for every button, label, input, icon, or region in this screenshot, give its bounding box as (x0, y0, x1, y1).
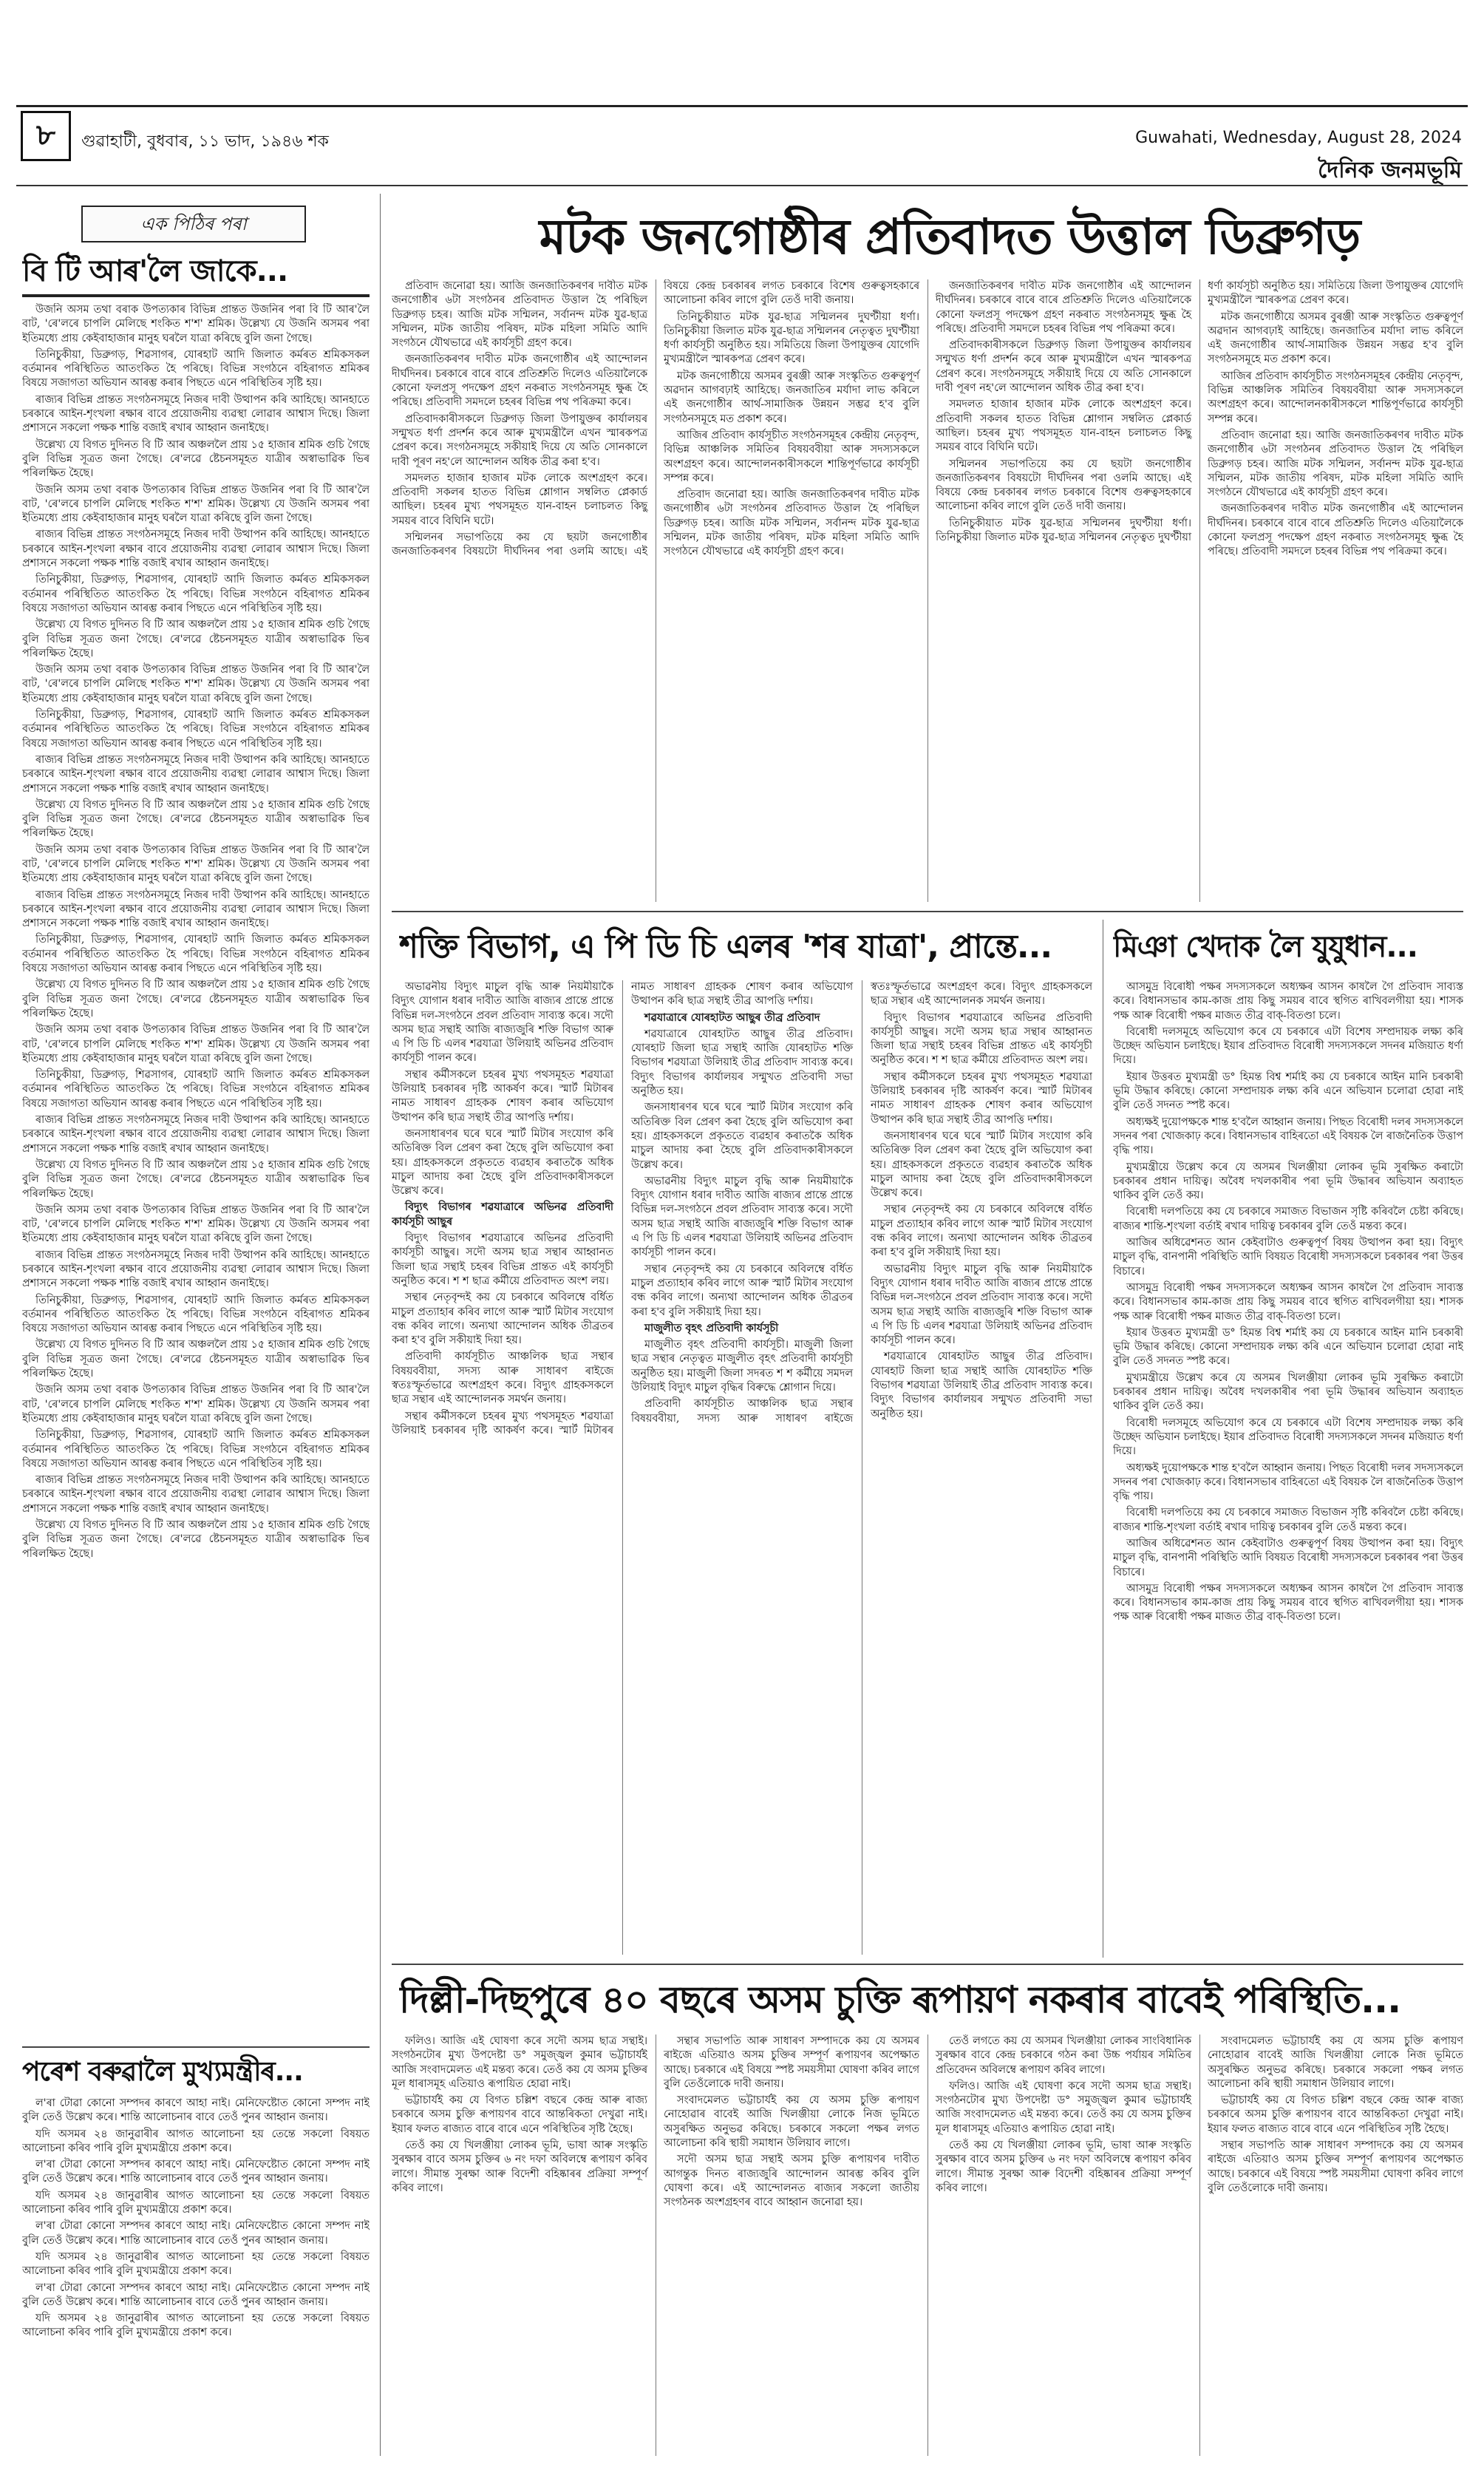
bottom-paragraph: সংবাদমেলত ভট্টাচাৰ্যই কয় যে অসম চুক্তি ৰূপায়ণ নোহোৱাৰ বাবেই আজি খিলঞ্জীয়া লোকে নিজ ভূমিতে অসুৰক্ষিত অনুভৱ কৰিছে। চৰকাৰে সকলো পক্ষৰ লগত আলোচনা কৰি স্থায়ী সমাধান উলিয়াব লাগে। (664, 2094, 919, 2150)
left-story1-paragraph: ৰাজ্যৰ বিভিন্ন প্ৰান্তত সংগঠনসমূহে নিজৰ দাবী উত্থাপন কৰি আহিছে। আনহাতে চৰকাৰে আইন-শৃংখলা ৰক্ষাৰ বাবে প্ৰয়োজনীয় ব্যৱস্থা লোৱাৰ আশ্বাস দিছে। জিলা প্ৰশাসনে সকলো পক্ষক শান্তি বজাই ৰখাৰ আহ্বান জনাইছে। (22, 1249, 370, 1290)
main-top-body (392, 279, 1463, 902)
left-story1-paragraph: ৰাজ্যৰ বিভিন্ন প্ৰান্তত সংগঠনসমূহে নিজৰ দাবী উত্থাপন কৰি আহিছে। আনহাতে চৰকাৰে আইন-শৃংখলা ৰক্ষাৰ বাবে প্ৰয়োজনীয় ব্যৱস্থা লোৱাৰ আশ্বাস দিছে। জিলা প্ৰশাসনে সকলো পক্ষক শান্তি বজাই ৰখাৰ আহ্বান জনাইছে। (22, 753, 370, 795)
main-top-headline: মটক জনগোষ্ঠীৰ প্ৰতিবাদত উত্তাল ডিব্ৰুগড় (539, 208, 1361, 265)
header-bottom-rule (16, 185, 1468, 186)
page-number: ৮ (21, 111, 71, 161)
left-story1-paragraph: তিনিচুকীয়া, ডিব্ৰুগড়, শিৱসাগৰ, যোৰহাট আদি জিলাত কৰ্মৰত শ্ৰমিকসকল বৰ্তমানৰ পৰিস্থিতিত আতংকিত হৈ পৰিছে। বিভিন্ন সংগঠনে বহিৰাগত শ্ৰমিকৰ বিষয়ে সজাগতা অভিযান আৰম্ভ কৰাৰ পিছতে এনে পৰিস্থিতিৰ সৃষ্টি হয়। (22, 1294, 370, 1335)
mid-left-paragraph: বিদ্যুৎ বিভাগৰ শৱযাত্ৰাৰে অভিনৱ প্ৰতিবাদী কাৰ্যসূচী আছুৰ। সদৌ অসম ছাত্ৰ সন্থাৰ আহ্বানত জিলা ছাত্ৰ সন্থাই চহৰৰ বিভিন্ন প্ৰান্তত এই কাৰ্যসূচী অনুষ্ঠিত কৰে। শ শ ছাত্ৰ কৰ্মীয়ে প্ৰতিবাদত অংশ লয়। (871, 1011, 1092, 1067)
main-top-paragraph: মটক জনগোষ্ঠীয়ে অসমৰ বুৰঞ্জী আৰু সংস্কৃতিত গুৰুত্বপূৰ্ণ অৱদান আগবঢ়াই আহিছে। জনজাতিৰ মৰ্যাদা লাভ কৰিলে এই জনগোষ্ঠীৰ আৰ্থ-সামাজিক উন্নয়ন সম্ভৱ হ'ব বুলি সংগঠনসমূহে মত প্ৰকাশ কৰে। (1208, 311, 1463, 366)
main-top-paragraph: প্ৰতিবাদকাৰীসকলে ডিব্ৰুগড় জিলা উপায়ুক্তৰ কাৰ্যালয়ৰ সন্মুখত ধৰ্ণা প্ৰদৰ্শন কৰে আৰু মুখ্যমন্ত্ৰীলৈ এখন স্মাৰকপত্ৰ প্ৰেৰণ কৰে। সংগঠনসমূহে সকীয়াই দিয়ে যে অতি সোনকালে দাবী পূৰণ নহ'লে আন্দোলন অধিক তীব্ৰ কৰা হ'ব। (936, 339, 1191, 395)
left-story2-body (22, 2097, 370, 2451)
left-story1-body (22, 303, 370, 2037)
mid-right-paragraph: মুখ্যমন্ত্ৰীয়ে উল্লেখ কৰে যে অসমৰ খিলঞ্জীয়া লোকৰ ভূমি সুৰক্ষিত কৰাটো চৰকাৰৰ প্ৰধান দায়িত্ব। অবৈধ দখলকাৰীৰ পৰা ভূমি উদ্ধাৰৰ অভিযান অব্যাহত থাকিব বুলি তেওঁ কয়। (1113, 1371, 1463, 1413)
left-column-divider (380, 194, 381, 2456)
continued-tag: এক পিঠিৰ পৰা (81, 206, 306, 242)
left-story1-paragraph: তিনিচুকীয়া, ডিব্ৰুগড়, শিৱসাগৰ, যোৰহাট আদি জিলাত কৰ্মৰত শ্ৰমিকসকল বৰ্তমানৰ পৰিস্থিতিত আতংকিত হৈ পৰিছে। বিভিন্ন সংগঠনে বহিৰাগত শ্ৰমিকৰ বিষয়ে সজাগতা অভিযান আৰম্ভ কৰাৰ পিছতে এনে পৰিস্থিতিৰ সৃষ্টি হয়। (22, 574, 370, 614)
mid-right-paragraph: বিৰোধী দলসমূহে অভিযোগ কৰে যে চৰকাৰে এটা বিশেষ সম্প্ৰদায়ক লক্ষ্য কৰি উচ্ছেদ অভিযান চলাইছে। ইয়াৰ প্ৰতিবাদত বিৰোধী সদস্যসকলে সদনৰ মজিয়াত ধৰ্ণা দিয়ে। (1113, 1416, 1463, 1458)
mid-left-paragraph: সন্থাৰ নেতৃবৃন্দই কয় যে চৰকাৰে অবিলম্বে বৰ্ধিত মাচুল প্ৰত্যাহাৰ কৰিব লাগে আৰু স্মাৰ্ট মিটাৰ সংযোগ বন্ধ কৰিব লাগে। অন্যথা আন্দোলন অধিক তীব্ৰতৰ কৰা হ'ব বুলি সকীয়াই দিয়া হয়। (392, 1292, 613, 1347)
mid-left-paragraph: অভাৱনীয় বিদ্যুৎ মাচুল বৃদ্ধি আৰু নিয়মীয়াকৈ বিদ্যুৎ যোগান ধৰাৰ দাবীত আজি ৰাজ্যৰ প্ৰান্তে প্ৰান্তে বিভিন্ন দল-সংগঠনে প্ৰবল প্ৰতিবাদ সাব্যস্ত কৰে। সদৌ অসম ছাত্ৰ সন্থাই আজি ৰাজ্যজুৰি শক্তি বিভাগ আৰু এ পি ডি চি এলৰ শৱযাত্ৰা উলিয়াই অভিনৱ প্ৰতিবাদ কাৰ্যসূচী পালন কৰে। (392, 981, 613, 1065)
mid-right-paragraph: ইয়াৰ উত্তৰত মুখ্যমন্ত্ৰী ড° হিমন্ত বিশ্ব শৰ্মাই কয় যে চৰকাৰে আইন মানি চৰকাৰী ভূমি উদ্ধাৰ কৰিছে। কোনো সম্প্ৰদায়ক লক্ষ্য কৰি এনে অভিযান চলোৱা হোৱা নাই বুলি তেওঁ সদনত স্পষ্ট কৰে। (1113, 1326, 1463, 1368)
left-story1-paragraph: উজনি অসম তথা বৰাক উপত্যকাৰ বিভিন্ন প্ৰান্তত উজনিৰ পৰা বি টি আৰ'লৈ বাট, 'ৰে'লৰে চাপলি মেলিছে শংকিত শ'শ' শ্ৰমিক। উল্লেখ্য যে উজনি অসমৰ পৰা ইতিমধ্যে প্ৰায় কেইবাহাজাৰ মানুহ ঘৰলৈ যাত্ৰা কৰিছে বুলি জনা গৈছে। (22, 483, 370, 525)
mid-left-paragraph: বিদ্যুৎ বিভাগৰ শৱযাত্ৰাৰে অভিনৱ প্ৰতিবাদী কাৰ্যসূচী আছুৰ। সদৌ অসম ছাত্ৰ সন্থাৰ আহ্বানত জিলা ছাত্ৰ সন্থাই চহৰৰ বিভিন্ন প্ৰান্তত এই কাৰ্যসূচী অনুষ্ঠিত কৰে। শ শ ছাত্ৰ কৰ্মীয়ে প্ৰতিবাদত অংশ লয়। (392, 1232, 613, 1287)
left-story2-paragraph: যদি অসমৰ ২৪ জানুৱাৰীৰ আগত আলোচনা হয় তেন্তে সকলো বিষয়ত আলোচনা কৰিব পাৰি বুলি মুখ্যমন্ত্ৰীয়ে প্ৰকাশ কৰে। (22, 2189, 370, 2216)
mid-left-paragraph: অভাৱনীয় বিদ্যুৎ মাচুল বৃদ্ধি আৰু নিয়মীয়াকৈ বিদ্যুৎ যোগান ধৰাৰ দাবীত আজি ৰাজ্যৰ প্ৰান্তে প্ৰান্তে বিভিন্ন দল-সংগঠনে প্ৰবল প্ৰতিবাদ সাব্যস্ত কৰে। সদৌ অসম ছাত্ৰ সন্থাই আজি ৰাজ্যজুৰি শক্তি বিভাগ আৰু এ পি ডি চি এলৰ শৱযাত্ৰা উলিয়াই অভিনৱ প্ৰতিবাদ কাৰ্যসূচী পালন কৰে। (871, 1263, 1092, 1347)
left-story1-paragraph: তিনিচুকীয়া, ডিব্ৰুগড়, শিৱসাগৰ, যোৰহাট আদি জিলাত কৰ্মৰত শ্ৰমিকসকল বৰ্তমানৰ পৰিস্থিতিত আতংকিত হৈ পৰিছে। বিভিন্ন সংগঠনে বহিৰাগত শ্ৰমিকৰ বিষয়ে সজাগতা অভিযান আৰম্ভ কৰাৰ পিছতে এনে পৰিস্থিতিৰ সৃষ্টি হয়। (22, 934, 370, 975)
bottom-paragraph: সন্থাৰ সভাপতি আৰু সাধাৰণ সম্পাদকে কয় যে অসমৰ ৰাইজে এতিয়াও অসম চুক্তিৰ সম্পূৰ্ণ ৰূপায়ণৰ অপেক্ষাত আছে। চৰকাৰে এই বিষয়ে স্পষ্ট সময়সীমা ঘোষণা কৰিব লাগে বুলি তেওঁলোকে দাবী জনায়। (1208, 2139, 1463, 2194)
mid-left-paragraph: প্ৰতিবাদী কাৰ্যসূচীত আঞ্চলিক ছাত্ৰ সন্থাৰ বিষয়ববীয়া, সদস্য আৰু সাধাৰণ ৰাইজে স্বতঃস্ফূৰ্তভাৱে অংশগ্ৰহণ কৰে। বিদ্যুৎ গ্ৰাহকসকলে ছাত্ৰ সন্থাৰ এই আন্দোলনক সমৰ্থন জনায়। (631, 981, 1092, 1425)
mid-left-paragraph: শৱযাত্ৰাৰে যোৰহাটত আছুৰ তীব্ৰ প্ৰতিবাদ। যোৰহাট জিলা ছাত্ৰ সন্থাই আজি যোৰহাটত শক্তি বিভাগৰ শৱযাত্ৰা উলিয়াই তীব্ৰ প্ৰতিবাদ সাব্যস্ত কৰে। বিদ্যুৎ বিভাগৰ কাৰ্যালয়ৰ সন্মুখত প্ৰতিবাদী সভা অনুষ্ঠিত হয়। (631, 1028, 853, 1098)
bottom-paragraph: তেওঁ কয় যে খিলঞ্জীয়া লোকৰ ভূমি, ভাষা আৰু সংস্কৃতি সুৰক্ষাৰ বাবে অসম চুক্তিৰ ৬ নং দফা অবিলম্বে ৰূপায়ণ কৰিব লাগে। সীমান্ত সুৰক্ষা আৰু বিদেশী বহিষ্কাৰৰ প্ৰক্ৰিয়া সম্পূৰ্ণ কৰিব লাগে। (936, 2139, 1191, 2194)
left-story1-paragraph: উল্লেখ্য যে বিগত দুদিনত বি টি আৰ অঞ্চললৈ প্ৰায় ১৫ হাজাৰ শ্ৰমিক গুচি গৈছে বুলি বিভিন্ন সূত্ৰত জনা গৈছে। ৰে'লৱে ষ্টেচনসমূহত যাত্ৰীৰ অস্বাভাৱিক ভিৰ পৰিলক্ষিত হৈছে। (22, 1519, 370, 1560)
bottom-paragraph: সংবাদমেলত ভট্টাচাৰ্যই কয় যে অসম চুক্তি ৰূপায়ণ নোহোৱাৰ বাবেই আজি খিলঞ্জীয়া লোকে নিজ ভূমিতে অসুৰক্ষিত অনুভৱ কৰিছে। চৰকাৰে সকলো পক্ষৰ লগত আলোচনা কৰি স্থায়ী সমাধান উলিয়াব লাগে। (1208, 2035, 1463, 2090)
left-story1-paragraph: তিনিচুকীয়া, ডিব্ৰুগড়, শিৱসাগৰ, যোৰহাট আদি জিলাত কৰ্মৰত শ্ৰমিকসকল বৰ্তমানৰ পৰিস্থিতিত আতংকিত হৈ পৰিছে। বিভিন্ন সংগঠনে বহিৰাগত শ্ৰমিকৰ বিষয়ে সজাগতা অভিযান আৰম্ভ কৰাৰ পিছতে এনে পৰিস্থিতিৰ সৃষ্টি হয়। (22, 709, 370, 750)
left-story2-paragraph: যদি অসমৰ ২৪ জানুৱাৰীৰ আগত আলোচনা হয় তেন্তে সকলো বিষয়ত আলোচনা কৰিব পাৰি বুলি মুখ্যমন্ত্ৰীয়ে প্ৰকাশ কৰে। (22, 2250, 370, 2278)
main-top-paragraph: জনজাতিকৰণৰ দাবীত মটক জনগোষ্ঠীৰ এই আন্দোলন দীৰ্ঘদিনৰ। চৰকাৰে বাৰে বাৰে প্ৰতিশ্ৰুতি দিলেও এতিয়ালৈকে কোনো ফলপ্ৰসূ পদক্ষেপ গ্ৰহণ নকৰাত সংগঠনসমূহ ক্ষুব্ধ হৈ পৰিছে। প্ৰতিবাদী সমদলে চহৰৰ বিভিন্ন পথ পৰিক্ৰমা কৰে। (1208, 503, 1463, 558)
main-top-paragraph: প্ৰতিবাদ জনোৱা হয়। আজি জনজাতিকৰণৰ দাবীত মটক জনগোষ্ঠীৰ ৬টা সংগঠনৰ প্ৰতিবাদত উত্তাল হৈ পৰিছিল ডিব্ৰুগড় চহৰ। আজি মটক সন্মিলন, সৰ্বানন্দ মটক যুৱ-ছাত্ৰ সন্মিলন, মটক জাতীয় পৰিষদ, মটক মহিলা সমিতি আদি সংগঠনে যৌথভাৱে এই কাৰ্যসূচী গ্ৰহণ কৰে। (664, 489, 919, 558)
left-story1-paragraph: ৰাজ্যৰ বিভিন্ন প্ৰান্তত সংগঠনসমূহে নিজৰ দাবী উত্থাপন কৰি আহিছে। আনহাতে চৰকাৰে আইন-শৃংখলা ৰক্ষাৰ বাবে প্ৰয়োজনীয় ব্যৱস্থা লোৱাৰ আশ্বাস দিছে। জিলা প্ৰশাসনে সকলো পক্ষক শান্তি বজাই ৰখাৰ আহ্বান জনাইছে। (22, 1474, 370, 1515)
mid-left-paragraph: সন্থাৰ কৰ্মীসকলে চহৰৰ মুখ্য পথসমূহত শৱযাত্ৰা উলিয়াই চৰকাৰৰ দৃষ্টি আকৰ্ষণ কৰে। স্মাৰ্ট মিটাৰৰ নামত সাধাৰণ গ্ৰাহকক শোষণ কৰাৰ অভিযোগ উত্থাপন কৰি ছাত্ৰ সন্থাই তীব্ৰ আপত্তি দৰ্শায়। (871, 1070, 1092, 1126)
mid-right-paragraph: বিৰোধী দলসমূহে অভিযোগ কৰে যে চৰকাৰে এটা বিশেষ সম্প্ৰদায়ক লক্ষ্য কৰি উচ্ছেদ অভিযান চলাইছে। ইয়াৰ প্ৰতিবাদত বিৰোধী সদস্যসকলে সদনৰ মজিয়াত ধৰ্ণা দিয়ে। (1113, 1025, 1463, 1067)
mid-left-paragraph: সন্থাৰ কৰ্মীসকলে চহৰৰ মুখ্য পথসমূহত শৱযাত্ৰা উলিয়াই চৰকাৰৰ দৃষ্টি আকৰ্ষণ কৰে। স্মাৰ্ট মিটাৰৰ নামত সাধাৰণ গ্ৰাহকক শোষণ কৰাৰ অভিযোগ উত্থাপন কৰি ছাত্ৰ সন্থাই তীব্ৰ আপত্তি দৰ্শায়। (392, 981, 853, 1436)
date-right: Guwahati, Wednesday, August 28, 2024 (1135, 129, 1462, 147)
date-left: গুৱাহাটী, বুধবাৰ, ১১ ভাদ, ১৯৪৬ শক (81, 132, 329, 151)
left-story1-headline: বি টি আৰ'লৈ জাকে... (22, 254, 288, 288)
left-story1-paragraph: উজনি অসম তথা বৰাক উপত্যকাৰ বিভিন্ন প্ৰান্তত উজনিৰ পৰা বি টি আৰ'লৈ বাট, 'ৰে'লৰে চাপলি মেলিছে শংকিত শ'শ' শ্ৰমিক। উল্লেখ্য যে উজনি অসমৰ পৰা ইতিমধ্যে প্ৰায় কেইবাহাজাৰ মানুহ ঘৰলৈ যাত্ৰা কৰিছে বুলি জনা গৈছে। (22, 1204, 370, 1245)
mid-right-paragraph: ইয়াৰ উত্তৰত মুখ্যমন্ত্ৰী ড° হিমন্ত বিশ্ব শৰ্মাই কয় যে চৰকাৰে আইন মানি চৰকাৰী ভূমি উদ্ধাৰ কৰিছে। কোনো সম্প্ৰদায়ক লক্ষ্য কৰি এনে অভিযান চলোৱা হোৱা নাই বুলি তেওঁ সদনত স্পষ্ট কৰে। (1113, 1070, 1463, 1112)
mid-right-paragraph: অধ্যক্ষই দুয়োপক্ষকে শান্ত হ'বলৈ আহ্বান জনায়। পিছত বিৰোধী দলৰ সদস্যসকলে সদনৰ পৰা খোজকাঢ় কৰে। বিধানসভাৰ বাহিৰতো এই বিষয়ক লৈ ৰাজনৈতিক উত্তাপ বৃদ্ধি পায়। (1113, 1116, 1463, 1157)
left-story-divider (22, 2046, 370, 2048)
mid-left-paragraph: প্ৰতিবাদী কাৰ্যসূচীত আঞ্চলিক ছাত্ৰ সন্থাৰ বিষয়ববীয়া, সদস্য আৰু সাধাৰণ ৰাইজে স্বতঃস্ফূৰ্তভাৱে অংশগ্ৰহণ কৰে। বিদ্যুৎ গ্ৰাহকসকলে ছাত্ৰ সন্থাৰ এই আন্দোলনক সমৰ্থন জনায়। (392, 1351, 613, 1406)
mid-left-subhead: মাজুলীত বৃহৎ প্ৰতিবাদী কাৰ্যসূচী (644, 1322, 779, 1334)
left-story1-paragraph: উল্লেখ্য যে বিগত দুদিনত বি টি আৰ অঞ্চললৈ প্ৰায় ১৫ হাজাৰ শ্ৰমিক গুচি গৈছে বুলি বিভিন্ন সূত্ৰত জনা গৈছে। ৰে'লৱে ষ্টেচনসমূহত যাত্ৰীৰ অস্বাভাৱিক ভিৰ পৰিলক্ষিত হৈছে। (22, 1158, 370, 1200)
left-story1-paragraph: উজনি অসম তথা বৰাক উপত্যকাৰ বিভিন্ন প্ৰান্তত উজনিৰ পৰা বি টি আৰ'লৈ বাট, 'ৰে'লৰে চাপলি মেলিছে শংকিত শ'শ' শ্ৰমিক। উল্লেখ্য যে উজনি অসমৰ পৰা ইতিমধ্যে প্ৰায় কেইবাহাজাৰ মানুহ ঘৰলৈ যাত্ৰা কৰিছে বুলি জনা গৈছে। (22, 664, 370, 705)
main-top-paragraph: প্ৰতিবাদকাৰীসকলে ডিব্ৰুগড় জিলা উপায়ুক্তৰ কাৰ্যালয়ৰ সন্মুখত ধৰ্ণা প্ৰদৰ্শন কৰে আৰু মুখ্যমন্ত্ৰীলৈ এখন স্মাৰকপত্ৰ প্ৰেৰণ কৰে। সংগঠনসমূহে সকীয়াই দিয়ে যে অতি সোনকালে দাবী পূৰণ নহ'লে আন্দোলন অধিক তীব্ৰ কৰা হ'ব। (392, 413, 647, 468)
bottom-paragraph: সদৌ অসম ছাত্ৰ সন্থাই অসম চুক্তি ৰূপায়ণৰ দাবীত আগন্তুক দিনত ৰাজ্যজুৰি আন্দোলন আৰম্ভ কৰিব বুলি ঘোষণা কৰে। এই আন্দোলনত ৰাজ্যৰ সকলো জাতীয় সংগঠনক অংশগ্ৰহণৰ বাবে আহ্বান জনোৱা হয়। (664, 2154, 919, 2209)
left-story1-paragraph: উল্লেখ্য যে বিগত দুদিনত বি টি আৰ অঞ্চললৈ প্ৰায় ১৫ হাজাৰ শ্ৰমিক গুচি গৈছে বুলি বিভিন্ন সূত্ৰত জনা গৈছে। ৰে'লৱে ষ্টেচনসমূহত যাত্ৰীৰ অস্বাভাৱিক ভিৰ পৰিলক্ষিত হৈছে। (22, 979, 370, 1019)
bottom-paragraph: ফলিও। আজি এই ঘোষণা কৰে সদৌ অসম ছাত্ৰ সন্থাই। সংগঠনটোৰ মুখ্য উপদেষ্টা ড° সমুজ্জ্বল কুমাৰ ভট্টাচাৰ্যই আজি সংবাদমেলত এই মন্তব্য কৰে। তেওঁ কয় যে অসম চুক্তিৰ মূল ধাৰাসমূহ এতিয়াও ৰূপায়িত হোৱা নাই। (392, 2035, 647, 2090)
main-top-paragraph: আজিৰ প্ৰতিবাদ কাৰ্যসূচীত সংগঠনসমূহৰ কেন্দ্ৰীয় নেতৃবৃন্দ, বিভিন্ন আঞ্চলিক সমিতিৰ বিষয়ববীয়া আৰু সদস্যসকলে অংশগ্ৰহণ কৰে। আন্দোলনকাৰীসকলে শান্তিপূৰ্ণভাৱে কাৰ্যসূচী সম্পন্ন কৰে। (1208, 370, 1463, 425)
left-story1-paragraph: উজনি অসম তথা বৰাক উপত্যকাৰ বিভিন্ন প্ৰান্তত উজনিৰ পৰা বি টি আৰ'লৈ বাট, 'ৰে'লৰে চাপলি মেলিছে শংকিত শ'শ' শ্ৰমিক। উল্লেখ্য যে উজনি অসমৰ পৰা ইতিমধ্যে প্ৰায় কেইবাহাজাৰ মানুহ ঘৰলৈ যাত্ৰা কৰিছে বুলি জনা গৈছে। (22, 1384, 370, 1425)
mid-left-subhead: শৱযাত্ৰাৰে যোৰহাটত আছুৰ তীব্ৰ প্ৰতিবাদ (644, 1011, 820, 1024)
main-top-paragraph: প্ৰতিবাদ জনোৱা হয়। আজি জনজাতিকৰণৰ দাবীত মটক জনগোষ্ঠীৰ ৬টা সংগঠনৰ প্ৰতিবাদত উত্তাল হৈ পৰিছিল ডিব্ৰুগড় চহৰ। আজি মটক সন্মিলন, সৰ্বানন্দ মটক যুৱ-ছাত্ৰ সন্মিলন, মটক জাতীয় পৰিষদ, মটক মহিলা সমিতি আদি সংগঠনে যৌথভাৱে এই কাৰ্যসূচী গ্ৰহণ কৰে। (1208, 429, 1463, 499)
left-story1-paragraph: উজনি অসম তথা বৰাক উপত্যকাৰ বিভিন্ন প্ৰান্তত উজনিৰ পৰা বি টি আৰ'লৈ বাট, 'ৰে'লৰে চাপলি মেলিছে শংকিত শ'শ' শ্ৰমিক। উল্লেখ্য যে উজনি অসমৰ পৰা ইতিমধ্যে প্ৰায় কেইবাহাজাৰ মানুহ ঘৰলৈ যাত্ৰা কৰিছে বুলি জনা গৈছে। (22, 844, 370, 885)
main-top-paragraph: জনজাতিকৰণৰ দাবীত মটক জনগোষ্ঠীৰ এই আন্দোলন দীৰ্ঘদিনৰ। চৰকাৰে বাৰে বাৰে প্ৰতিশ্ৰুতি দিলেও এতিয়ালৈকে কোনো ফলপ্ৰসূ পদক্ষেপ গ্ৰহণ নকৰাত সংগঠনসমূহ ক্ষুব্ধ হৈ পৰিছে। প্ৰতিবাদী সমদলে চহৰৰ বিভিন্ন পথ পৰিক্ৰমা কৰে। (392, 353, 647, 409)
main-top-paragraph: সন্মিলনৰ সভাপতিয়ে কয় যে ছয়টা জনগোষ্ঠীৰ জনজাতিকৰণৰ বিষয়টো দীৰ্ঘদিনৰ পৰা ওলমি আছে। এই বিষয়ে কেন্দ্ৰ চৰকাৰৰ লগত চৰকাৰে বিশেষ গুৰুত্বসহকাৰে আলোচনা কৰিব লাগে বুলি তেওঁ দাবী জনায়। (936, 458, 1191, 513)
mid-right-paragraph: আজিৰ অধিৱেশনত আন কেইবাটাও গুৰুত্বপূৰ্ণ বিষয় উত্থাপন কৰা হয়। বিদ্যুৎ মাচুল বৃদ্ধি, বানপানী পৰিস্থিতি আদি বিষয়ত বিৰোধী সদস্যসকলে চৰকাৰৰ পৰা উত্তৰ বিচাৰে। (1113, 1537, 1463, 1578)
mid-left-paragraph: সন্থাৰ নেতৃবৃন্দই কয় যে চৰকাৰে অবিলম্বে বৰ্ধিত মাচুল প্ৰত্যাহাৰ কৰিব লাগে আৰু স্মাৰ্ট মিটাৰ সংযোগ বন্ধ কৰিব লাগে। অন্যথা আন্দোলন অধিক তীব্ৰতৰ কৰা হ'ব বুলি সকীয়াই দিয়া হয়। (871, 1204, 1092, 1259)
main-top-paragraph: তিনিচুকীয়াত মটক যুৱ-ছাত্ৰ সন্মিলনৰ দুঘণ্টীয়া ধৰ্ণা। তিনিচুকীয়া জিলাত মটক যুৱ-ছাত্ৰ সন্মিলনৰ নেতৃত্বত দুঘণ্টীয়া ধৰ্ণা কাৰ্যসূচী অনুষ্ঠিত হয়। সমিতিয়ে জিলা উপায়ুক্তৰ যোগেদি মুখ্যমন্ত্ৰীলৈ স্মাৰকপত্ৰ প্ৰেৰণ কৰে। (664, 311, 919, 366)
left-story1-paragraph: উল্লেখ্য যে বিগত দুদিনত বি টি আৰ অঞ্চললৈ প্ৰায় ১৫ হাজাৰ শ্ৰমিক গুচি গৈছে বুলি বিভিন্ন সূত্ৰত জনা গৈছে। ৰে'লৱে ষ্টেচনসমূহত যাত্ৰীৰ অস্বাভাৱিক ভিৰ পৰিলক্ষিত হৈছে। (22, 1339, 370, 1380)
main-top-paragraph: প্ৰতিবাদ জনোৱা হয়। আজি জনজাতিকৰণৰ দাবীত মটক জনগোষ্ঠীৰ ৬টা সংগঠনৰ প্ৰতিবাদত উত্তাল হৈ পৰিছিল ডিব্ৰুগড় চহৰ। আজি মটক সন্মিলন, সৰ্বানন্দ মটক যুৱ-ছাত্ৰ সন্মিলন, মটক জাতীয় পৰিষদ, মটক মহিলা সমিতি আদি সংগঠনে যৌথভাৱে এই কাৰ্যসূচী গ্ৰহণ কৰে। (392, 280, 647, 350)
left-story1-paragraph: উজনি অসম তথা বৰাক উপত্যকাৰ বিভিন্ন প্ৰান্তত উজনিৰ পৰা বি টি আৰ'লৈ বাট, 'ৰে'লৰে চাপলি মেলিছে শংকিত শ'শ' শ্ৰমিক। উল্লেখ্য যে উজনি অসমৰ পৰা ইতিমধ্যে প্ৰায় কেইবাহাজাৰ মানুহ ঘৰলৈ যাত্ৰা কৰিছে বুলি জনা গৈছে। (22, 1024, 370, 1065)
mid-left-paragraph: শৱযাত্ৰাৰে যোৰহাটত আছুৰ তীব্ৰ প্ৰতিবাদ। যোৰহাট জিলা ছাত্ৰ সন্থাই আজি যোৰহাটত শক্তি বিভাগৰ শৱযাত্ৰা উলিয়াই তীব্ৰ প্ৰতিবাদ সাব্যস্ত কৰে। বিদ্যুৎ বিভাগৰ কাৰ্যালয়ৰ সন্মুখত প্ৰতিবাদী সভা অনুষ্ঠিত হয়। (871, 1351, 1092, 1420)
left-story2-paragraph: ল'ৰা টোৱা কোনো সম্পদৰ কাৰণে আহা নাই। মেনিফেষ্টোত কোনো সম্পদ নাই বুলি তেওঁ উল্লেখ কৰে। শান্তি আলোচনাৰ বাবে তেওঁ পুনৰ আহ্বান জনায়। (22, 2097, 370, 2124)
left-story1-paragraph: ৰাজ্যৰ বিভিন্ন প্ৰান্তত সংগঠনসমূহে নিজৰ দাবী উত্থাপন কৰি আহিছে। আনহাতে চৰকাৰে আইন-শৃংখলা ৰক্ষাৰ বাবে প্ৰয়োজনীয় ব্যৱস্থা লোৱাৰ আশ্বাস দিছে। জিলা প্ৰশাসনে সকলো পক্ষক শান্তি বজাই ৰখাৰ আহ্বান জনাইছে। (22, 1114, 370, 1155)
left-story1-paragraph: তিনিচুকীয়া, ডিব্ৰুগড়, শিৱসাগৰ, যোৰহাট আদি জিলাত কৰ্মৰত শ্ৰমিকসকল বৰ্তমানৰ পৰিস্থিতিত আতংকিত হৈ পৰিছে। বিভিন্ন সংগঠনে বহিৰাগত শ্ৰমিকৰ বিষয়ে সজাগতা অভিযান আৰম্ভ কৰাৰ পিছতে এনে পৰিস্থিতিৰ সৃষ্টি হয়। (22, 1429, 370, 1470)
main-bottom-divider (392, 1964, 1463, 1965)
left-story1-paragraph: তিনিচুকীয়া, ডিব্ৰুগড়, শিৱসাগৰ, যোৰহাট আদি জিলাত কৰ্মৰত শ্ৰমিকসকল বৰ্তমানৰ পৰিস্থিতিত আতংকিত হৈ পৰিছে। বিভিন্ন সংগঠনে বহিৰাগত শ্ৰমিকৰ বিষয়ে সজাগতা অভিযান আৰম্ভ কৰাৰ পিছতে এনে পৰিস্থিতিৰ সৃষ্টি হয়। (22, 348, 370, 390)
mid-left-paragraph: জনসাধাৰণৰ ঘৰে ঘৰে স্মাৰ্ট মিটাৰ সংযোগ কৰি অতিৰিক্ত বিল প্ৰেৰণ কৰা হৈছে বুলি অভিযোগ কৰা হয়। গ্ৰাহকসকলে প্ৰকৃততে ব্যৱহাৰ কৰাতকৈ অধিক মাচুল আদায় কৰা হৈছে বুলি প্ৰতিবাদকাৰীসকলে উল্লেখ কৰে। (392, 1127, 613, 1198)
main-bottom-body (392, 2035, 1463, 2456)
main-top-paragraph: জনজাতিকৰণৰ দাবীত মটক জনগোষ্ঠীৰ এই আন্দোলন দীৰ্ঘদিনৰ। চৰকাৰে বাৰে বাৰে প্ৰতিশ্ৰুতি দিলেও এতিয়ালৈকে কোনো ফলপ্ৰসূ পদক্ষেপ গ্ৰহণ নকৰাত সংগঠনসমূহ ক্ষুব্ধ হৈ পৰিছে। প্ৰতিবাদী সমদলে চহৰৰ বিভিন্ন পথ পৰিক্ৰমা কৰে। (936, 280, 1191, 335)
main-top-paragraph: সমদলত হাজাৰ হাজাৰ মটক লোকে অংশগ্ৰহণ কৰে। প্ৰতিবাদী সকলৰ হাতত বিভিন্ন শ্লোগান সম্বলিত প্লেকাৰ্ড আছিল। চহৰৰ মুখ্য পথসমূহত যান-বাহন চলাচলত কিছু সময়ৰ বাবে বিঘিনি ঘটে। (392, 472, 647, 527)
left-story1-paragraph: উল্লেখ্য যে বিগত দুদিনত বি টি আৰ অঞ্চললৈ প্ৰায় ১৫ হাজাৰ শ্ৰমিক গুচি গৈছে বুলি বিভিন্ন সূত্ৰত জনা গৈছে। ৰে'লৱে ষ্টেচনসমূহত যাত্ৰীৰ অস্বাভাৱিক ভিৰ পৰিলক্ষিত হৈছে। (22, 619, 370, 659)
mid-left-paragraph: জনসাধাৰণৰ ঘৰে ঘৰে স্মাৰ্ট মিটাৰ সংযোগ কৰি অতিৰিক্ত বিল প্ৰেৰণ কৰা হৈছে বুলি অভিযোগ কৰা হয়। গ্ৰাহকসকলে প্ৰকৃততে ব্যৱহাৰ কৰাতকৈ অধিক মাচুল আদায় কৰা হৈছে বুলি প্ৰতিবাদকাৰীসকলে উল্লেখ কৰে। (871, 1130, 1092, 1200)
mid-right-paragraph: আজিৰ অধিৱেশনত আন কেইবাটাও গুৰুত্বপূৰ্ণ বিষয় উত্থাপন কৰা হয়। বিদ্যুৎ মাচুল বৃদ্ধি, বানপানী পৰিস্থিতি আদি বিষয়ত বিৰোধী সদস্যসকলে চৰকাৰৰ পৰা উত্তৰ বিচাৰে। (1113, 1237, 1463, 1277)
mid-right-paragraph: অধ্যক্ষই দুয়োপক্ষকে শান্ত হ'বলৈ আহ্বান জনায়। পিছত বিৰোধী দলৰ সদস্যসকলে সদনৰ পৰা খোজকাঢ় কৰে। বিধানসভাৰ বাহিৰতো এই বিষয়ক লৈ ৰাজনৈতিক উত্তাপ বৃদ্ধি পায়। (1113, 1462, 1463, 1503)
mid-right-paragraph: মুখ্যমন্ত্ৰীয়ে উল্লেখ কৰে যে অসমৰ খিলঞ্জীয়া লোকৰ ভূমি সুৰক্ষিত কৰাটো চৰকাৰৰ প্ৰধান দায়িত্ব। অবৈধ দখলকাৰীৰ পৰা ভূমি উদ্ধাৰৰ অভিযান অব্যাহত থাকিব বুলি তেওঁ কয়। (1113, 1161, 1463, 1202)
main-bottom-headline: দিল্লী-দিছপুৰে ৪০ বছৰে অসম চুক্তি ৰূপায়ণ নকৰাৰ বাবেই পৰিস্থিতি... (399, 1978, 1401, 2021)
left-story1-rule (22, 294, 370, 297)
main-mid-left-headline: শক্তি বিভাগ, এ পি ডি চি এলৰ 'শৰ যাত্ৰা', প্ৰান্তে... (399, 928, 1052, 966)
left-story2-paragraph: ল'ৰা টোৱা কোনো সম্পদৰ কাৰণে আহা নাই। মেনিফেষ্টোত কোনো সম্পদ নাই বুলি তেওঁ উল্লেখ কৰে। শান্তি আলোচনাৰ বাবে তেওঁ পুনৰ আহ্বান জনায়। (22, 2159, 370, 2185)
mid-left-paragraph: সন্থাৰ কৰ্মীসকলে চহৰৰ মুখ্য পথসমূহত শৱযাত্ৰা উলিয়াই চৰকাৰৰ দৃষ্টি আকৰ্ষণ কৰে। স্মাৰ্ট মিটাৰৰ নামত সাধাৰণ গ্ৰাহকক শোষণ কৰাৰ অভিযোগ উত্থাপন কৰি ছাত্ৰ সন্থাই তীব্ৰ আপত্তি দৰ্শায়। (392, 1068, 613, 1124)
mid-right-paragraph: আসমুদ্ৰ বিৰোধী পক্ষৰ সদস্যসকলে অধ্যক্ষৰ আসন কাষলৈ গৈ প্ৰতিবাদ সাব্যস্ত কৰে। বিধানসভাৰ কাম-কাজ প্ৰায় কিছু সময়ৰ বাবে স্থগিত ৰাখিবলগীয়া হয়। শাসক পক্ষ আৰু বিৰোধী পক্ষৰ মাজত তীব্ৰ বাক্-বিতণ্ডা চলে। (1113, 1582, 1463, 1623)
left-story1-paragraph: উজনি অসম তথা বৰাক উপত্যকাৰ বিভিন্ন প্ৰান্তত উজনিৰ পৰা বি টি আৰ'লৈ বাট, 'ৰে'লৰে চাপলি মেলিছে শংকিত শ'শ' শ্ৰমিক। উল্লেখ্য যে উজনি অসমৰ পৰা ইতিমধ্যে প্ৰায় কেইবাহাজাৰ মানুহ ঘৰলৈ যাত্ৰা কৰিছে বুলি জনা গৈছে। (22, 304, 370, 345)
mid-left-paragraph: জনসাধাৰণৰ ঘৰে ঘৰে স্মাৰ্ট মিটাৰ সংযোগ কৰি অতিৰিক্ত বিল প্ৰেৰণ কৰা হৈছে বুলি অভিযোগ কৰা হয়। গ্ৰাহকসকলে প্ৰকৃততে ব্যৱহাৰ কৰাতকৈ অধিক মাচুল আদায় কৰা হৈছে বুলি প্ৰতিবাদকাৰীসকলে উল্লেখ কৰে। (631, 1102, 853, 1171)
masthead: দৈনিক জনমভূমি (1318, 157, 1462, 183)
main-top-divider (392, 911, 1463, 912)
header-top-rule (16, 105, 1468, 107)
mid-left-paragraph: সন্থাৰ নেতৃবৃন্দই কয় যে চৰকাৰে অবিলম্বে বৰ্ধিত মাচুল প্ৰত্যাহাৰ কৰিব লাগে আৰু স্মাৰ্ট মিটাৰ সংযোগ বন্ধ কৰিব লাগে। অন্যথা আন্দোলন অধিক তীব্ৰতৰ কৰা হ'ব বুলি সকীয়াই দিয়া হয়। (631, 1263, 853, 1318)
main-mid-right-body (1113, 980, 1463, 1955)
bottom-paragraph: তেওঁ কয় যে খিলঞ্জীয়া লোকৰ ভূমি, ভাষা আৰু সংস্কৃতি সুৰক্ষাৰ বাবে অসম চুক্তিৰ ৬ নং দফা অবিলম্বে ৰূপায়ণ কৰিব লাগে। সীমান্ত সুৰক্ষা আৰু বিদেশী বহিষ্কাৰৰ প্ৰক্ৰিয়া সম্পূৰ্ণ কৰিব লাগে। (392, 2139, 647, 2194)
mid-right-paragraph: বিৰোধী দলপতিয়ে কয় যে চৰকাৰে সমাজত বিভাজন সৃষ্টি কৰিবলৈ চেষ্টা কৰিছে। ৰাজ্যৰ শান্তি-শৃংখলা বৰ্তাই ৰখাৰ দায়িত্ব চৰকাৰৰ বুলি তেওঁ মন্তব্য কৰে। (1113, 1206, 1463, 1232)
left-story2-paragraph: যদি অসমৰ ২৪ জানুৱাৰীৰ আগত আলোচনা হয় তেন্তে সকলো বিষয়ত আলোচনা কৰিব পাৰি বুলি মুখ্যমন্ত্ৰীয়ে প্ৰকাশ কৰে। (22, 2312, 370, 2339)
mid-left-paragraph: মাজুলীত বৃহৎ প্ৰতিবাদী কাৰ্যসূচী। মাজুলী জিলা ছাত্ৰ সন্থাৰ নেতৃত্বত মাজুলীত বৃহৎ প্ৰতিবাদী কাৰ্যসূচী অনুষ্ঠিত হয়। মাজুলী জিলা সদৰত শ শ কৰ্মীয়ে সমদল উলিয়াই বিদ্যুৎ মাচুল বৃদ্ধিৰ বিৰুদ্ধে শ্লোগান দিয়ে। (631, 1339, 853, 1394)
left-story1-paragraph: তিনিচুকীয়া, ডিব্ৰুগড়, শিৱসাগৰ, যোৰহাট আদি জিলাত কৰ্মৰত শ্ৰমিকসকল বৰ্তমানৰ পৰিস্থিতিত আতংকিত হৈ পৰিছে। বিভিন্ন সংগঠনে বহিৰাগত শ্ৰমিকৰ বিষয়ে সজাগতা অভিযান আৰম্ভ কৰাৰ পিছতে এনে পৰিস্থিতিৰ সৃষ্টি হয়। (22, 1069, 370, 1110)
mid-left-paragraph: অভাৱনীয় বিদ্যুৎ মাচুল বৃদ্ধি আৰু নিয়মীয়াকৈ বিদ্যুৎ যোগান ধৰাৰ দাবীত আজি ৰাজ্যৰ প্ৰান্তে প্ৰান্তে বিভিন্ন দল-সংগঠনে প্ৰবল প্ৰতিবাদ সাব্যস্ত কৰে। সদৌ অসম ছাত্ৰ সন্থাই আজি ৰাজ্যজুৰি শক্তি বিভাগ আৰু এ পি ডি চি এলৰ শৱযাত্ৰা উলিয়াই অভিনৱ প্ৰতিবাদ কাৰ্যসূচী পালন কৰে। (631, 1175, 853, 1259)
mid-right-paragraph: আসমুদ্ৰ বিৰোধী পক্ষৰ সদস্যসকলে অধ্যক্ষৰ আসন কাষলৈ গৈ প্ৰতিবাদ সাব্যস্ত কৰে। বিধানসভাৰ কাম-কাজ প্ৰায় কিছু সময়ৰ বাবে স্থগিত ৰাখিবলগীয়া হয়। শাসক পক্ষ আৰু বিৰোধী পক্ষৰ মাজত তীব্ৰ বাক্-বিতণ্ডা চলে। (1113, 1281, 1463, 1323)
left-story2-headline: পৰেশ বৰুৱালৈ মুখ্যমন্ত্ৰীৰ... (22, 2057, 303, 2087)
mid-right-paragraph: আসমুদ্ৰ বিৰোধী পক্ষৰ সদস্যসকলে অধ্যক্ষৰ আসন কাষলৈ গৈ প্ৰতিবাদ সাব্যস্ত কৰে। বিধানসভাৰ কাম-কাজ প্ৰায় কিছু সময়ৰ বাবে স্থগিত ৰাখিবলগীয়া হয়। শাসক পক্ষ আৰু বিৰোধী পক্ষৰ মাজত তীব্ৰ বাক্-বিতণ্ডা চলে। (1113, 981, 1463, 1022)
main-top-paragraph: সমদলত হাজাৰ হাজাৰ মটক লোকে অংশগ্ৰহণ কৰে। প্ৰতিবাদী সকলৰ হাতত বিভিন্ন শ্লোগান সম্বলিত প্লেকাৰ্ড আছিল। চহৰৰ মুখ্য পথসমূহত যান-বাহন চলাচলত কিছু সময়ৰ বাবে বিঘিনি ঘটে। (936, 398, 1191, 454)
main-top-paragraph: মটক জনগোষ্ঠীয়ে অসমৰ বুৰঞ্জী আৰু সংস্কৃতিত গুৰুত্বপূৰ্ণ অৱদান আগবঢ়াই আহিছে। জনজাতিৰ মৰ্যাদা লাভ কৰিলে এই জনগোষ্ঠীৰ আৰ্থ-সামাজিক উন্নয়ন সম্ভৱ হ'ব বুলি সংগঠনসমূহে মত প্ৰকাশ কৰে। (664, 370, 919, 425)
left-story1-paragraph: ৰাজ্যৰ বিভিন্ন প্ৰান্তত সংগঠনসমূহে নিজৰ দাবী উত্থাপন কৰি আহিছে। আনহাতে চৰকাৰে আইন-শৃংখলা ৰক্ষাৰ বাবে প্ৰয়োজনীয় ব্যৱস্থা লোৱাৰ আশ্বাস দিছে। জিলা প্ৰশাসনে সকলো পক্ষক শান্তি বজাই ৰখাৰ আহ্বান জনাইছে। (22, 529, 370, 570)
main-mid-left-body (392, 980, 1092, 1955)
left-story1-paragraph: উল্লেখ্য যে বিগত দুদিনত বি টি আৰ অঞ্চললৈ প্ৰায় ১৫ হাজাৰ শ্ৰমিক গুচি গৈছে বুলি বিভিন্ন সূত্ৰত জনা গৈছে। ৰে'লৱে ষ্টেচনসমূহত যাত্ৰীৰ অস্বাভাৱিক ভিৰ পৰিলক্ষিত হৈছে। (22, 438, 370, 480)
page-header (0, 0, 1484, 200)
left-story1-paragraph: উল্লেখ্য যে বিগত দুদিনত বি টি আৰ অঞ্চললৈ প্ৰায় ১৫ হাজাৰ শ্ৰমিক গুচি গৈছে বুলি বিভিন্ন সূত্ৰত জনা গৈছে। ৰে'লৱে ষ্টেচনসমূহত যাত্ৰীৰ অস্বাভাৱিক ভিৰ পৰিলক্ষিত হৈছে। (22, 798, 370, 840)
main-top-paragraph: আজিৰ প্ৰতিবাদ কাৰ্যসূচীত সংগঠনসমূহৰ কেন্দ্ৰীয় নেতৃবৃন্দ, বিভিন্ন আঞ্চলিক সমিতিৰ বিষয়ববীয়া আৰু সদস্যসকলে অংশগ্ৰহণ কৰে। আন্দোলনকাৰীসকলে শান্তিপূৰ্ণভাৱে কাৰ্যসূচী সম্পন্ন কৰে। (664, 429, 919, 484)
bottom-paragraph: ফলিও। আজি এই ঘোষণা কৰে সদৌ অসম ছাত্ৰ সন্থাই। সংগঠনটোৰ মুখ্য উপদেষ্টা ড° সমুজ্জ্বল কুমাৰ ভট্টাচাৰ্যই আজি সংবাদমেলত এই মন্তব্য কৰে। তেওঁ কয় যে অসম চুক্তিৰ মূল ধাৰাসমূহ এতিয়াও ৰূপায়িত হোৱা নাই। (936, 2080, 1191, 2135)
main-top-paragraph: তিনিচুকীয়াত মটক যুৱ-ছাত্ৰ সন্মিলনৰ দুঘণ্টীয়া ধৰ্ণা। তিনিচুকীয়া জিলাত মটক যুৱ-ছাত্ৰ সন্মিলনৰ নেতৃত্বত দুঘণ্টীয়া ধৰ্ণা কাৰ্যসূচী অনুষ্ঠিত হয়। সমিতিয়ে জিলা উপায়ুক্তৰ যোগেদি মুখ্যমন্ত্ৰীলৈ স্মাৰকপত্ৰ প্ৰেৰণ কৰে। (936, 280, 1463, 544)
left-story2-paragraph: ল'ৰা টোৱা কোনো সম্পদৰ কাৰণে আহা নাই। মেনিফেষ্টোত কোনো সম্পদ নাই বুলি তেওঁ উল্লেখ কৰে। শান্তি আলোচনাৰ বাবে তেওঁ পুনৰ আহ্বান জনায়। (22, 2281, 370, 2308)
left-story1-paragraph: ৰাজ্যৰ বিভিন্ন প্ৰান্তত সংগঠনসমূহে নিজৰ দাবী উত্থাপন কৰি আহিছে। আনহাতে চৰকাৰে আইন-শৃংখলা ৰক্ষাৰ বাবে প্ৰয়োজনীয় ব্যৱস্থা লোৱাৰ আশ্বাস দিছে। জিলা প্ৰশাসনে সকলো পক্ষক শান্তি বজাই ৰখাৰ আহ্বান জনাইছে। (22, 889, 370, 930)
mid-right-paragraph: বিৰোধী দলপতিয়ে কয় যে চৰকাৰে সমাজত বিভাজন সৃষ্টি কৰিবলৈ চেষ্টা কৰিছে। ৰাজ্যৰ শান্তি-শৃংখলা বৰ্তাই ৰখাৰ দায়িত্ব চৰকাৰৰ বুলি তেওঁ মন্তব্য কৰে। (1113, 1507, 1463, 1533)
bottom-paragraph: ভট্টাচাৰ্যই কয় যে বিগত চল্লিশ বছৰে কেন্দ্ৰ আৰু ৰাজ্য চৰকাৰে অসম চুক্তি ৰূপায়ণৰ বাবে আন্তৰিকতা দেখুৱা নাই। ইয়াৰ ফলত ৰাজ্যত বাৰে বাৰে এনে পৰিস্থিতিৰ সৃষ্টি হৈছে। (1208, 2094, 1463, 2135)
left-story2-paragraph: ল'ৰা টোৱা কোনো সম্পদৰ কাৰণে আহা নাই। মেনিফেষ্টোত কোনো সম্পদ নাই বুলি তেওঁ উল্লেখ কৰে। শান্তি আলোচনাৰ বাবে তেওঁ পুনৰ আহ্বান জনায়। (22, 2220, 370, 2247)
left-story2-paragraph: যদি অসমৰ ২৪ জানুৱাৰীৰ আগত আলোচনা হয় তেন্তে সকলো বিষয়ত আলোচনা কৰিব পাৰি বুলি মুখ্যমন্ত্ৰীয়ে প্ৰকাশ কৰে। (22, 2128, 370, 2154)
main-top-paragraph: সন্মিলনৰ সভাপতিয়ে কয় যে ছয়টা জনগোষ্ঠীৰ জনজাতিকৰণৰ বিষয়টো দীৰ্ঘদিনৰ পৰা ওলমি আছে। এই বিষয়ে কেন্দ্ৰ চৰকাৰৰ লগত চৰকাৰে বিশেষ গুৰুত্বসহকাৰে আলোচনা কৰিব লাগে বুলি তেওঁ দাবী জনায়। (392, 280, 919, 558)
mid-left-subhead: বিদ্যুৎ বিভাগৰ শৱযাত্ৰাৰে অভিনৱ প্ৰতিবাদী কাৰ্যসূচী আছুৰ (392, 1201, 613, 1228)
left-story1-paragraph: ৰাজ্যৰ বিভিন্ন প্ৰান্তত সংগঠনসমূহে নিজৰ দাবী উত্থাপন কৰি আহিছে। আনহাতে চৰকাৰে আইন-শৃংখলা ৰক্ষাৰ বাবে প্ৰয়োজনীয় ব্যৱস্থা লোৱাৰ আশ্বাস দিছে। জিলা প্ৰশাসনে সকলো পক্ষক শান্তি বজাই ৰখাৰ আহ্বান জনাইছে। (22, 393, 370, 435)
bottom-paragraph: সন্থাৰ সভাপতি আৰু সাধাৰণ সম্পাদকে কয় যে অসমৰ ৰাইজে এতিয়াও অসম চুক্তিৰ সম্পূৰ্ণ ৰূপায়ণৰ অপেক্ষাত আছে। চৰকাৰে এই বিষয়ে স্পষ্ট সময়সীমা ঘোষণা কৰিব লাগে বুলি তেওঁলোকে দাবী জনায়। (664, 2035, 919, 2090)
bottom-paragraph: তেওঁ লগতে কয় যে অসমৰ খিলঞ্জীয়া লোকৰ সাংবিধানিক সুৰক্ষাৰ বাবে কেন্দ্ৰ চৰকাৰে গঠন কৰা উচ্চ পৰ্যায়ৰ সমিতিৰ প্ৰতিবেদন অবিলম্বে ৰূপায়ণ কৰিব লাগে। (936, 2035, 1191, 2076)
main-mid-right-headline: মিঞা খেদাক লৈ যুযুধান... (1113, 930, 1417, 964)
bottom-paragraph: ভট্টাচাৰ্যই কয় যে বিগত চল্লিশ বছৰে কেন্দ্ৰ আৰু ৰাজ্য চৰকাৰে অসম চুক্তি ৰূপায়ণৰ বাবে আন্তৰিকতা দেখুৱা নাই। ইয়াৰ ফলত ৰাজ্যত বাৰে বাৰে এনে পৰিস্থিতিৰ সৃষ্টি হৈছে। (392, 2094, 647, 2135)
